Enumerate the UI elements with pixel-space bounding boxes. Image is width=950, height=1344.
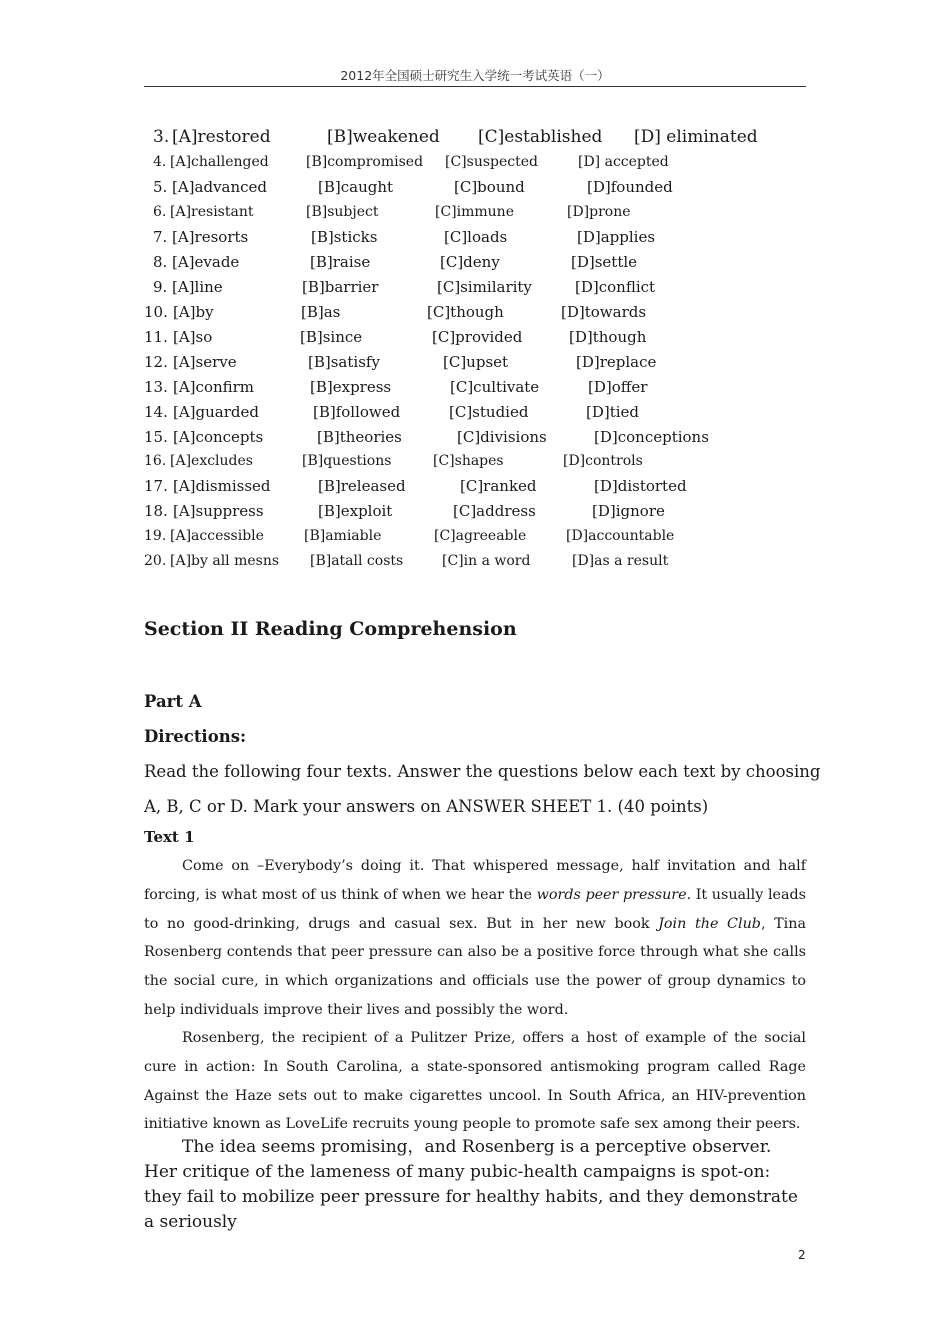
header-rule: [144, 86, 806, 87]
option-c: [C]immune: [435, 204, 514, 220]
paragraph-1-part-e: , Tina Rosenberg contends that peer pressure can also be a positive force through what she calls the social cure, in which organizations and officials use the power of group dynamics to help individuals improve their lives and possibly the word.: [144, 915, 806, 1018]
page-header-title: 2012年全国硕士研究生入学统一考试英语（一）: [340, 68, 610, 83]
option-a: [A]resistant: [170, 204, 254, 220]
directions-heading: Directions:: [144, 727, 247, 746]
option-c: [C]suspected: [445, 154, 538, 170]
section-heading: Section II Reading Comprehension: [144, 618, 517, 640]
paragraph-1-italic-phrase: words peer pressure.: [536, 886, 692, 903]
option-a: [A]so: [173, 328, 213, 346]
option-c: [C]agreeable: [434, 528, 527, 544]
option-b: [B]subject: [306, 204, 379, 220]
option-b: [B]barrier: [302, 278, 379, 296]
question-number: 10.: [144, 303, 168, 321]
question-number: 14.: [144, 403, 168, 421]
option-c: [C]loads: [444, 228, 508, 246]
option-d: [D]tied: [586, 403, 640, 421]
option-c: [C]in a word: [442, 553, 531, 569]
question-number: 4.: [153, 154, 167, 170]
question-number: 16.: [144, 453, 167, 469]
option-c: [C]shapes: [433, 453, 504, 469]
option-b: [B]caught: [318, 178, 394, 196]
option-b: [B]compromised: [306, 154, 424, 170]
directions-line-2: A, B, C or D. Mark your answers on ANSWER SHEET 1. (40 points): [144, 797, 709, 816]
option-a: [A]line: [172, 278, 223, 296]
option-a: [A]confirm: [173, 378, 255, 396]
option-a: [A]serve: [173, 353, 237, 371]
option-c: [C]though: [427, 303, 504, 321]
option-a: [A]by: [173, 303, 214, 321]
option-d: [D]prone: [567, 204, 631, 220]
question-number: 6.: [153, 204, 167, 220]
question-number: 18.: [144, 502, 168, 520]
option-a: [A]suppress: [173, 502, 264, 520]
question-number: 11.: [144, 328, 168, 346]
option-a: [A]resorts: [172, 228, 249, 246]
option-c: [C]provided: [432, 328, 523, 346]
option-d: [D] eliminated: [634, 127, 758, 147]
option-a: [A]excludes: [170, 453, 253, 469]
option-d: [D]though: [569, 328, 647, 346]
option-d: [D]as a result: [572, 553, 669, 569]
option-b: [B]followed: [313, 403, 401, 421]
option-d: [D]applies: [577, 228, 656, 246]
option-c: [C]established: [478, 127, 603, 147]
option-c: [C]divisions: [457, 428, 547, 446]
option-d: [D]controls: [563, 453, 643, 469]
option-a: [A]concepts: [173, 428, 264, 446]
option-b: [B]as: [301, 303, 341, 321]
option-d: [D]replace: [576, 353, 657, 371]
question-number: 15.: [144, 428, 168, 446]
directions-line-1: Read the following four texts. Answer the questions below each text by choosing: [144, 762, 821, 781]
option-c: [C]similarity: [437, 278, 532, 296]
part-heading: Part A: [144, 692, 202, 711]
question-number: 19.: [144, 528, 167, 544]
option-b: [B]since: [300, 328, 363, 346]
option-b: [B]satisfy: [308, 353, 380, 371]
option-d: [D]accountable: [566, 528, 675, 544]
question-number: 7.: [153, 228, 168, 246]
text-1-heading: Text 1: [144, 828, 195, 846]
paragraph-1-part-a: Come on –Everybody’s doing it. That whispered message, half invitation and half forcing, is what most of us think of when we hear the: [144, 858, 806, 903]
option-c: [C]cultivate: [450, 378, 540, 396]
question-number: 13.: [144, 378, 168, 396]
option-a: [A]evade: [172, 253, 240, 271]
question-number: 12.: [144, 353, 168, 371]
option-a: [A]restored: [172, 127, 271, 147]
option-c: [C]bound: [454, 178, 525, 196]
option-d: [D]conceptions: [594, 428, 709, 446]
option-c: [C]ranked: [460, 477, 537, 495]
option-b: [B]raise: [310, 253, 371, 271]
option-b: [B]atall costs: [310, 553, 404, 569]
book-title: Join the Club: [658, 915, 761, 932]
option-a: [A]guarded: [173, 403, 259, 421]
option-b: [B]exploit: [318, 502, 393, 520]
option-b: [B]released: [318, 477, 406, 495]
option-d: [D]ignore: [592, 502, 665, 520]
option-b: [B]sticks: [311, 228, 378, 246]
option-c: [C]address: [453, 502, 536, 520]
question-number: 5.: [153, 178, 168, 196]
option-c: [C]upset: [443, 353, 509, 371]
option-c: [C]studied: [449, 403, 529, 421]
option-a: [A]accessible: [170, 528, 264, 544]
option-d: [D]distorted: [594, 477, 687, 495]
paragraph-1-part-c: It usually leads to no good-drinking, drugs and casual sex. But in her new book: [144, 886, 806, 932]
option-b: [B]weakened: [327, 127, 440, 147]
option-b: [B]questions: [302, 453, 392, 469]
option-a: [A]dismissed: [173, 477, 271, 495]
option-d: [D] accepted: [578, 154, 669, 170]
option-d: [D]settle: [571, 253, 638, 271]
question-number: 20.: [144, 553, 167, 569]
question-number: 8.: [153, 253, 168, 271]
option-b: [B]theories: [317, 428, 402, 446]
text-1-paragraph-2: Rosenberg, the recipient of a Pulitzer Prize, offers a host of example of the social cure in action: In South Carolina, a state-sponsored antismoking program called Rage Against the Haze sets out to make cigarettes uncool. In South Africa, an HIV-prevention initiative known as LoveLife recruits young people to promote safe sex among their peers.: [144, 1030, 806, 1133]
question-number: 3.: [153, 127, 170, 147]
question-number: 17.: [144, 477, 168, 495]
text-1-paragraph-3: The idea seems promising，and Rosenberg is a perceptive observer. Her critique of the lameness of many pubic-health campaigns is spot-on: they fail to mobilize peer pressure for healthy habits, and they demonstrate a seriously: [144, 1137, 798, 1232]
option-a: [A]challenged: [170, 154, 269, 170]
option-c: [C]deny: [440, 253, 500, 271]
question-number: 9.: [153, 278, 168, 296]
page-number: 2: [798, 1248, 806, 1262]
option-d: [D]towards: [561, 303, 647, 321]
option-b: [B]express: [310, 378, 392, 396]
text-1-paragraph-1: [144, 852, 806, 1025]
option-a: [A]by all mesns: [170, 553, 280, 569]
option-a: [A]advanced: [172, 178, 268, 196]
option-d: [D]conflict: [575, 278, 656, 296]
option-d: [D]founded: [587, 178, 673, 196]
option-d: [D]offer: [588, 378, 648, 396]
option-b: [B]amiable: [304, 528, 382, 544]
